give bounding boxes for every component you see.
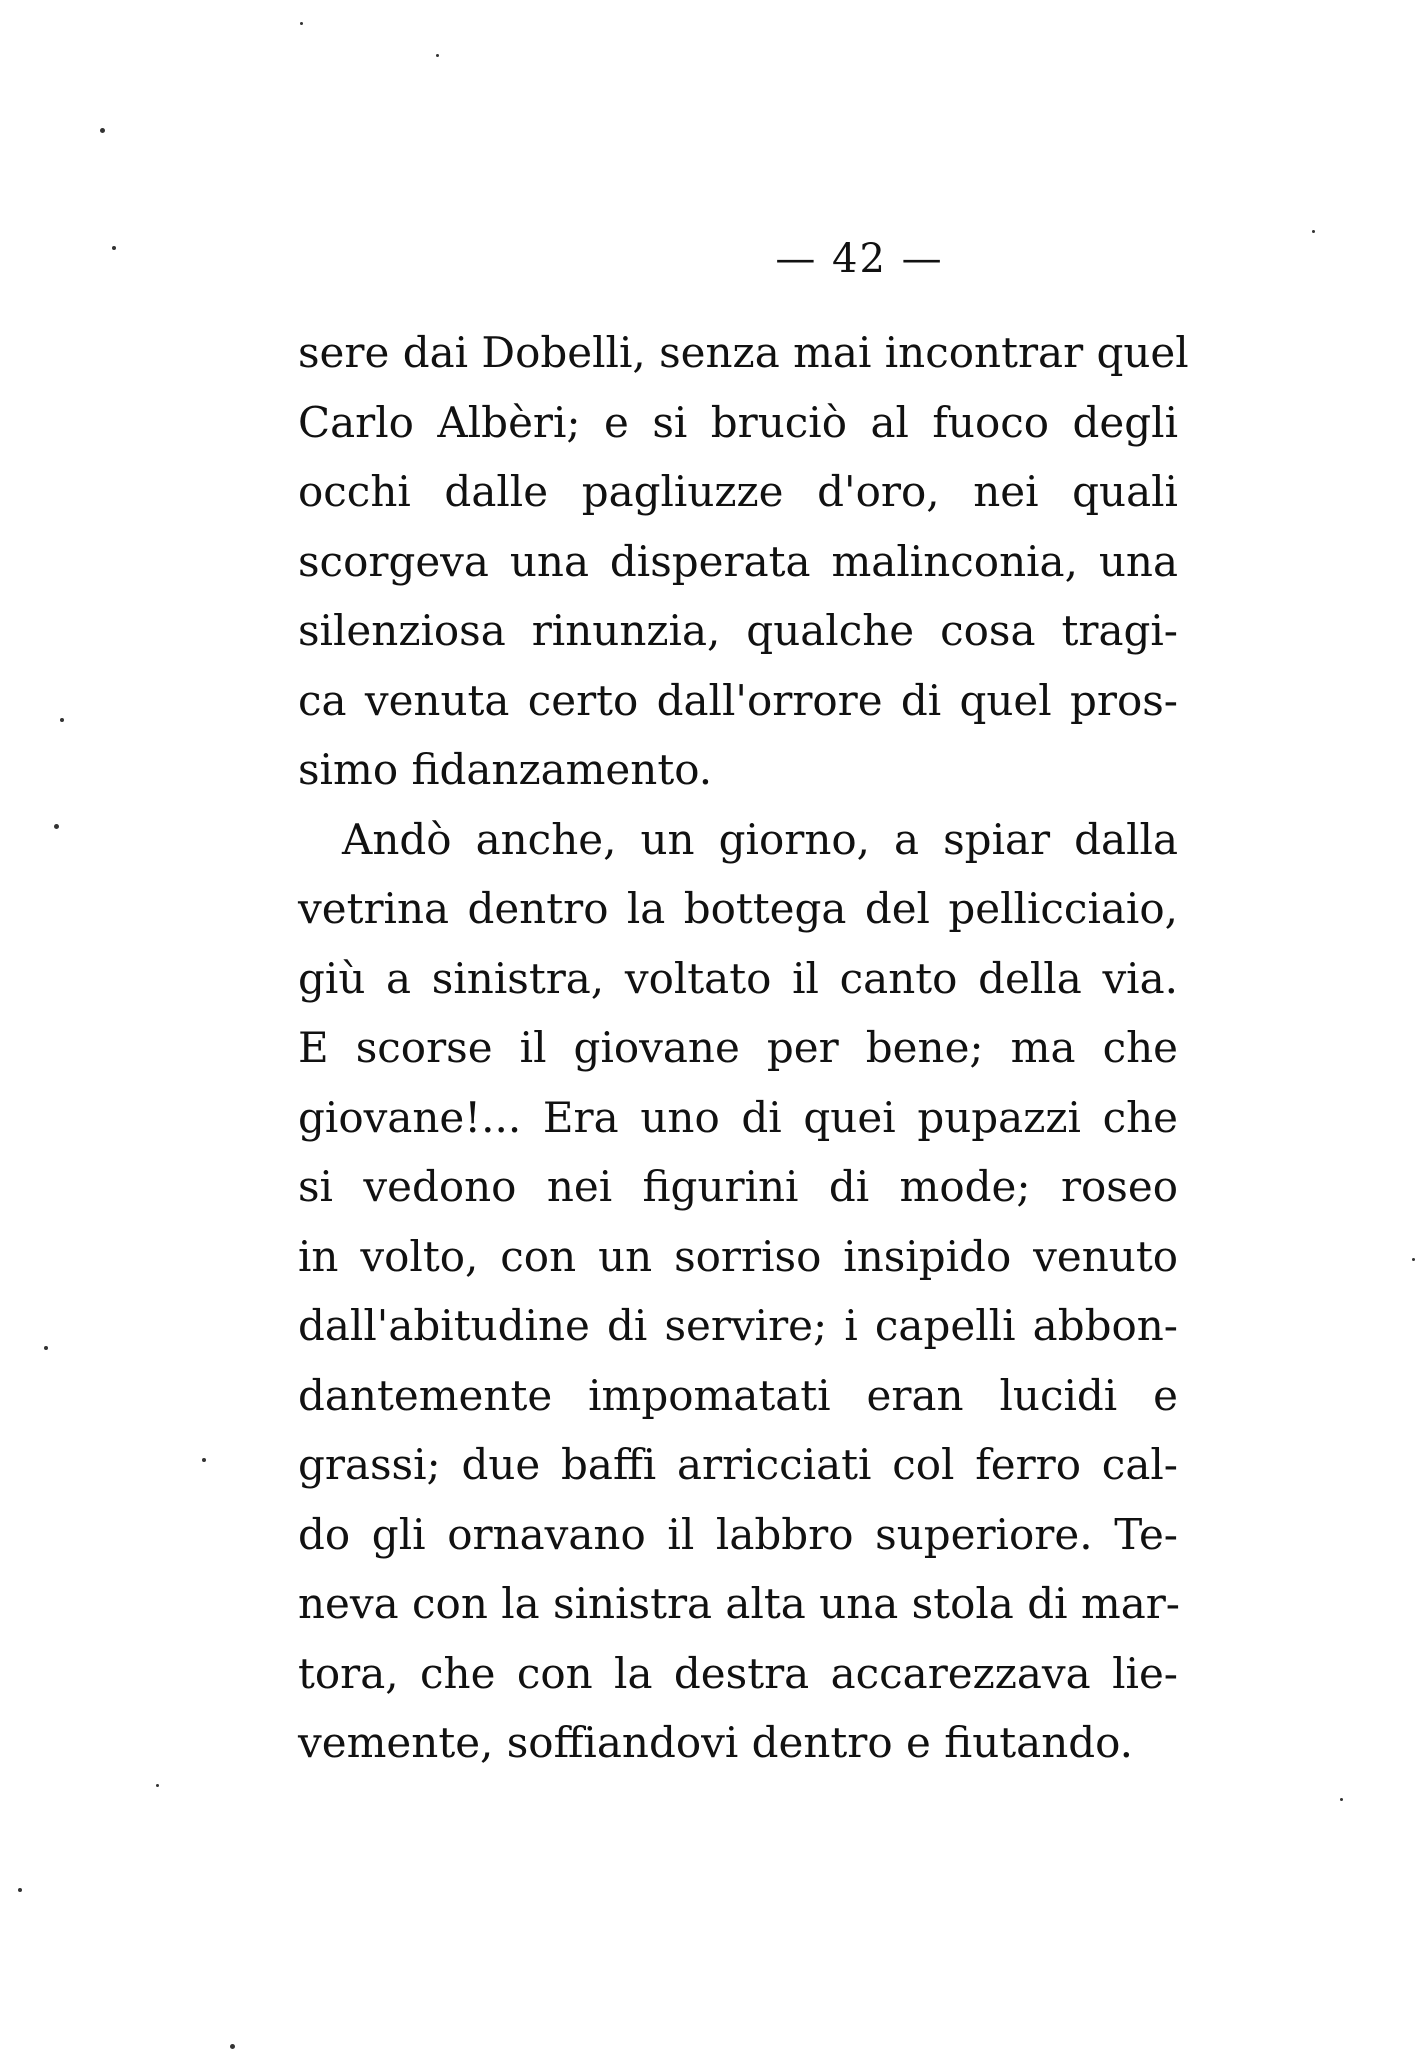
- text-line: si vedono nei figurini di mode; roseo: [298, 1162, 1178, 1211]
- text-line: sere dai Dobelli, senza mai incontrar quel: [298, 328, 1189, 377]
- text-line: dall'abitudine di servire; i capelli abbon-: [298, 1301, 1178, 1350]
- text-line: scorgeva una disperata malinconia, una: [298, 536, 1178, 586]
- scan-speck: [1312, 230, 1315, 233]
- text-line: silenziosa rinunzia, qualche cosa tragi-: [298, 606, 1178, 655]
- scan-speck: [1412, 1258, 1415, 1261]
- text-line: simo fidanzamento.: [298, 745, 713, 794]
- text-line: giù a sinistra, voltato il canto della via.: [298, 953, 1178, 1003]
- text-line: Carlo Albèri; e si bruciò al fuoco degli: [298, 397, 1178, 447]
- text-line: vemente, soffiandovi dentro e fiutando.: [298, 1718, 1134, 1767]
- text-line: grassi; due baffi arricciati col ferro cal-: [298, 1440, 1178, 1489]
- scan-speck: [156, 1784, 159, 1787]
- text-line: dantemente impomatati eran lucidi e: [298, 1370, 1178, 1420]
- text-line: do gli ornavano il labbro superiore. Te-: [298, 1509, 1178, 1559]
- scan-speck: [54, 824, 59, 829]
- text-line: vetrina dentro la bottega del pellicciaio,: [298, 884, 1178, 933]
- text-line: ca venuta certo dall'orrore di quel pros-: [298, 675, 1178, 725]
- scan-speck: [1340, 1798, 1343, 1801]
- scan-speck: [18, 1888, 22, 1892]
- scan-speck: [436, 54, 439, 57]
- scan-speck: [112, 246, 116, 250]
- body-text: [298, 318, 1189, 1778]
- text-line: E scorse il giovane per bene; ma che: [298, 1023, 1178, 1072]
- text-line: in volto, con un sorriso insipido venuto: [298, 1231, 1178, 1281]
- text-line: giovane!... Era uno di quei pupazzi che: [298, 1092, 1178, 1142]
- page-number-text: — 42 —: [775, 236, 944, 282]
- text-line: Andò anche, un giorno, a spiar dalla: [342, 814, 1178, 864]
- text-line: tora, che con la destra accarezzava lie-: [298, 1648, 1178, 1698]
- scan-speck: [300, 22, 303, 25]
- scan-speck: [100, 128, 105, 133]
- scan-speck: [230, 2044, 235, 2049]
- scan-speck: [60, 718, 64, 722]
- scan-speck: [44, 1346, 48, 1350]
- text-line: occhi dalle pagliuzze d'oro, nei quali: [298, 467, 1178, 516]
- scan-speck: [202, 1458, 206, 1462]
- text-line: neva con la sinistra alta una stola di mar-: [298, 1579, 1180, 1628]
- page-number: [0, 236, 1419, 282]
